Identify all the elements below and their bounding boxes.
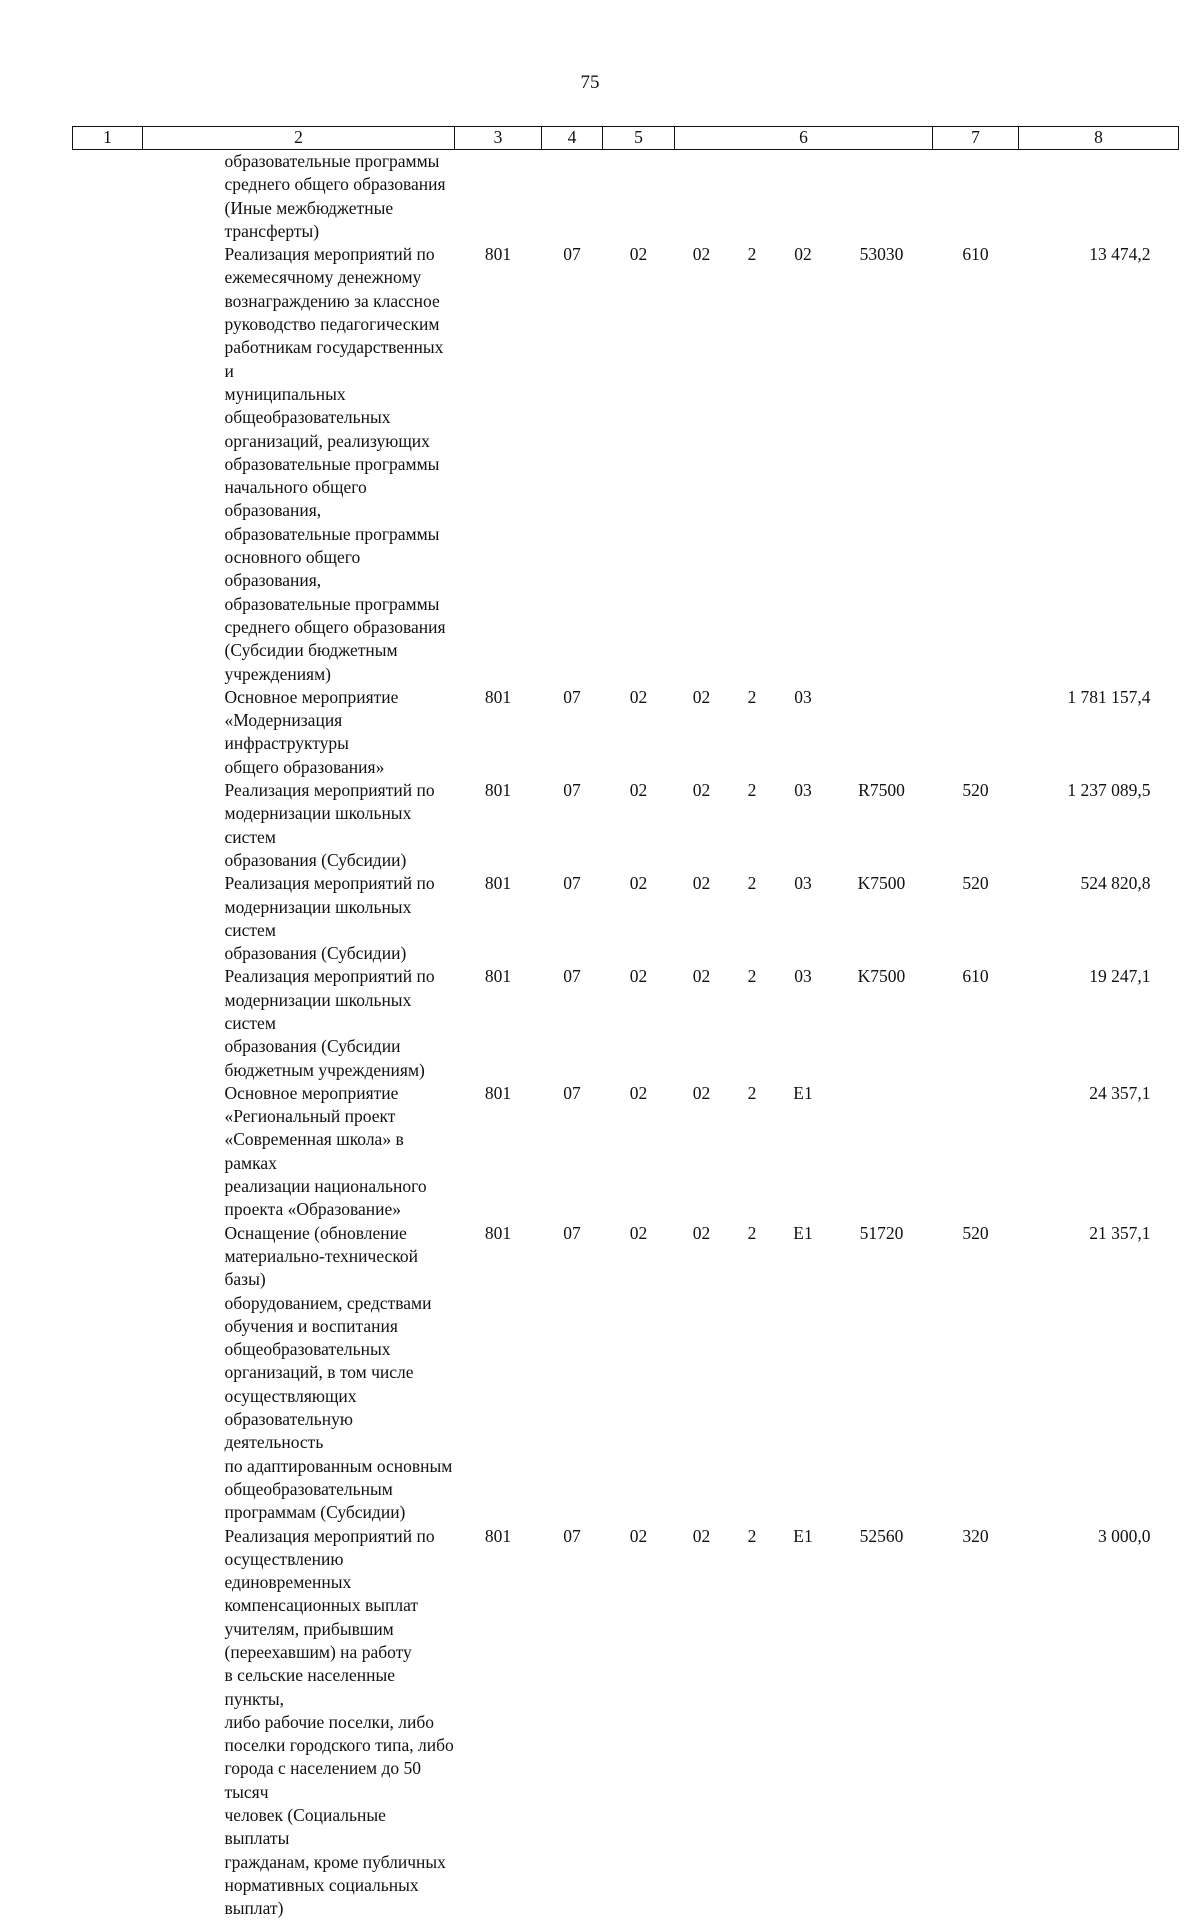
row-expense-type-code — [933, 1082, 1019, 1222]
row-name: Основное мероприятие «Модернизация инфраструктуры общего образования» — [224, 686, 399, 777]
header-col-3: 3 — [455, 127, 542, 150]
row-target-code-event: 03 — [794, 966, 812, 987]
row-target-code-event: E1 — [793, 1082, 813, 1103]
row-amount: 1 781 157,4 — [1067, 686, 1151, 707]
row-expense-type-code: 610 — [962, 966, 989, 987]
table-row — [73, 1082, 1179, 1222]
row-target-code-direction: R7500 — [858, 780, 905, 801]
row-blank-cell — [73, 872, 143, 965]
row-target-code-program: 02 — [692, 244, 711, 265]
row-department-code: 801 — [484, 966, 512, 987]
row-expense-type-code: 520 — [962, 873, 989, 894]
row-subsection-code: 02 — [629, 1525, 648, 1546]
row-section-code: 07 — [563, 1222, 581, 1243]
header-col-5: 5 — [603, 127, 675, 150]
row-section-code: 07 — [563, 873, 581, 894]
row-target-code-direction — [831, 686, 933, 779]
row-expense-type-code: 520 — [962, 1222, 989, 1243]
row-department-code: 801 — [484, 1525, 512, 1546]
row-amount: 19 247,1 — [1089, 966, 1151, 987]
row-section-code: 07 — [563, 1082, 581, 1103]
row-department-code — [455, 150, 542, 244]
header-col-2: 2 — [143, 127, 455, 150]
row-target-code-program: 02 — [692, 780, 711, 801]
row-target-code-program: 02 — [692, 686, 711, 707]
row-amount: 13 474,2 — [1089, 244, 1151, 265]
row-blank-cell — [73, 779, 143, 872]
row-name: Реализация мероприятий по модернизации школьных систем образования (Субсидии) — [224, 780, 435, 870]
row-subsection-code: 02 — [629, 873, 648, 894]
table-row — [73, 243, 1179, 686]
row-amount: 3 000,0 — [1098, 1525, 1151, 1546]
header-col-6: 6 — [675, 127, 933, 150]
row-target-code-event: 03 — [794, 873, 812, 894]
row-amount — [1019, 150, 1179, 244]
row-subsection-code: 02 — [629, 686, 648, 707]
row-target-code-subprogram: 2 — [747, 780, 757, 801]
row-subsection-code: 02 — [629, 1222, 648, 1243]
row-blank-cell — [73, 1222, 143, 1525]
row-name: Оснащение (обновление материально-технической базы) оборудованием, средствами обучения и воспитания общеобразовательных организаций, в том числе осуществляющих образовательную деятельность по адаптированным основным общеобразовательным программам (Субсидии) — [224, 1222, 453, 1523]
table-body — [73, 150, 1179, 1921]
row-expense-type-code: 520 — [962, 780, 989, 801]
row-blank-cell — [73, 686, 143, 779]
row-expense-type-code: 610 — [962, 244, 989, 265]
row-expense-type-code: 320 — [962, 1525, 989, 1546]
row-target-code-direction: K7500 — [857, 966, 906, 987]
row-target-code-subprogram: 2 — [747, 244, 757, 265]
row-target-code-direction: K7500 — [857, 873, 906, 894]
row-department-code: 801 — [484, 244, 512, 265]
header-col-8: 8 — [1019, 127, 1179, 150]
row-target-code-program: 02 — [692, 1222, 711, 1243]
row-target-code-direction — [831, 1082, 933, 1222]
row-subsection-code: 02 — [629, 780, 648, 801]
row-section-code: 07 — [563, 1525, 581, 1546]
row-section-code: 07 — [563, 780, 581, 801]
table-row — [73, 779, 1179, 872]
row-section-code: 07 — [563, 686, 581, 707]
row-department-code: 801 — [484, 780, 512, 801]
row-target-code-program: 02 — [692, 873, 711, 894]
row-amount: 21 357,1 — [1089, 1222, 1151, 1243]
row-target-code-subprogram: 2 — [747, 1525, 757, 1546]
row-blank-cell — [73, 150, 143, 244]
row-target-code-direction: 51720 — [859, 1222, 904, 1243]
row-target-code-program — [675, 150, 729, 244]
row-section-code: 07 — [563, 966, 581, 987]
row-target-code-program: 02 — [692, 1082, 711, 1103]
row-section-code: 07 — [563, 244, 581, 265]
row-target-code-event: 03 — [794, 780, 812, 801]
row-target-code-event: 02 — [794, 244, 812, 265]
table-row — [73, 965, 1179, 1081]
row-name: Реализация мероприятий по осуществлению единовременных компенсационных выплат учителям, прибывшим (переехавшим) на работу в сельские населенные пункты, либо рабочие поселки, либо поселки городского типа, либо города с населением до 50 тысяч человек (Социальные выплаты гражданам, кроме публичных нормативных социальных выплат) — [224, 1525, 454, 1919]
row-name: Реализация мероприятий по модернизации школьных систем образования (Субсидии) — [224, 873, 435, 964]
budget-table — [72, 126, 1179, 1921]
row-blank-cell — [73, 243, 143, 686]
header-col-4: 4 — [542, 127, 603, 150]
table-row — [73, 872, 1179, 965]
row-expense-type-code — [933, 150, 1019, 244]
row-name: Реализация мероприятий по модернизации школьных систем образования (Субсидии бюджетным учреждениям) — [224, 966, 435, 1080]
header-col-7: 7 — [933, 127, 1019, 150]
page-number: 75 — [580, 72, 600, 93]
row-target-code-event — [776, 150, 831, 244]
row-expense-type-code — [933, 686, 1019, 779]
row-subsection-code: 02 — [629, 966, 648, 987]
row-target-code-subprogram: 2 — [747, 966, 757, 987]
row-target-code-program: 02 — [692, 1525, 711, 1546]
row-target-code-subprogram: 2 — [747, 686, 757, 707]
row-blank-cell — [73, 1525, 143, 1921]
row-subsection-code: 02 — [629, 244, 648, 265]
header-col-1: 1 — [73, 127, 143, 150]
row-name: Реализация мероприятий по ежемесячному денежному вознаграждению за классное руководство педагогическим работникам государственных и муниципальных общеобразовательных организаций, реализующих образовательные программы начального общего образования, образовательные программы основного общего образования, образовательные программы среднего общего образования (Субсидии бюджетным учреждениям) — [224, 244, 446, 684]
row-target-code-direction — [831, 150, 933, 244]
row-target-code-event: 03 — [794, 686, 812, 707]
row-target-code-event: E1 — [793, 1222, 813, 1243]
table-row — [73, 1222, 1179, 1525]
row-blank-cell — [73, 965, 143, 1081]
row-department-code: 801 — [484, 686, 512, 707]
row-department-code: 801 — [484, 873, 512, 894]
row-subsection-code: 02 — [629, 1082, 648, 1103]
row-target-code-direction: 53030 — [859, 244, 904, 265]
row-target-code-subprogram: 2 — [747, 1082, 757, 1103]
row-department-code: 801 — [484, 1222, 512, 1243]
row-amount: 1 237 089,5 — [1067, 780, 1151, 801]
row-target-code-subprogram — [729, 150, 776, 244]
row-name: Основное мероприятие «Региональный проект «Современная школа» в рамках реализации национального проекта «Образование» — [224, 1082, 427, 1220]
row-section-code — [542, 150, 603, 244]
row-amount: 24 357,1 — [1089, 1082, 1151, 1103]
table-row — [73, 150, 1179, 244]
row-department-code: 801 — [484, 1082, 512, 1103]
header-row — [73, 127, 1179, 150]
row-target-code-subprogram: 2 — [747, 873, 757, 894]
row-amount: 524 820,8 — [1080, 873, 1151, 894]
row-target-code-subprogram: 2 — [747, 1222, 757, 1243]
table-row — [73, 1525, 1179, 1921]
row-subsection-code — [603, 150, 675, 244]
table-row — [73, 686, 1179, 779]
row-target-code-direction: 52560 — [859, 1525, 904, 1546]
row-blank-cell — [73, 1082, 143, 1222]
row-target-code-program: 02 — [692, 966, 711, 987]
row-name: образовательные программы среднего общего образования (Иные межбюджетные трансферты) — [224, 151, 446, 241]
row-target-code-event: E1 — [793, 1525, 813, 1546]
